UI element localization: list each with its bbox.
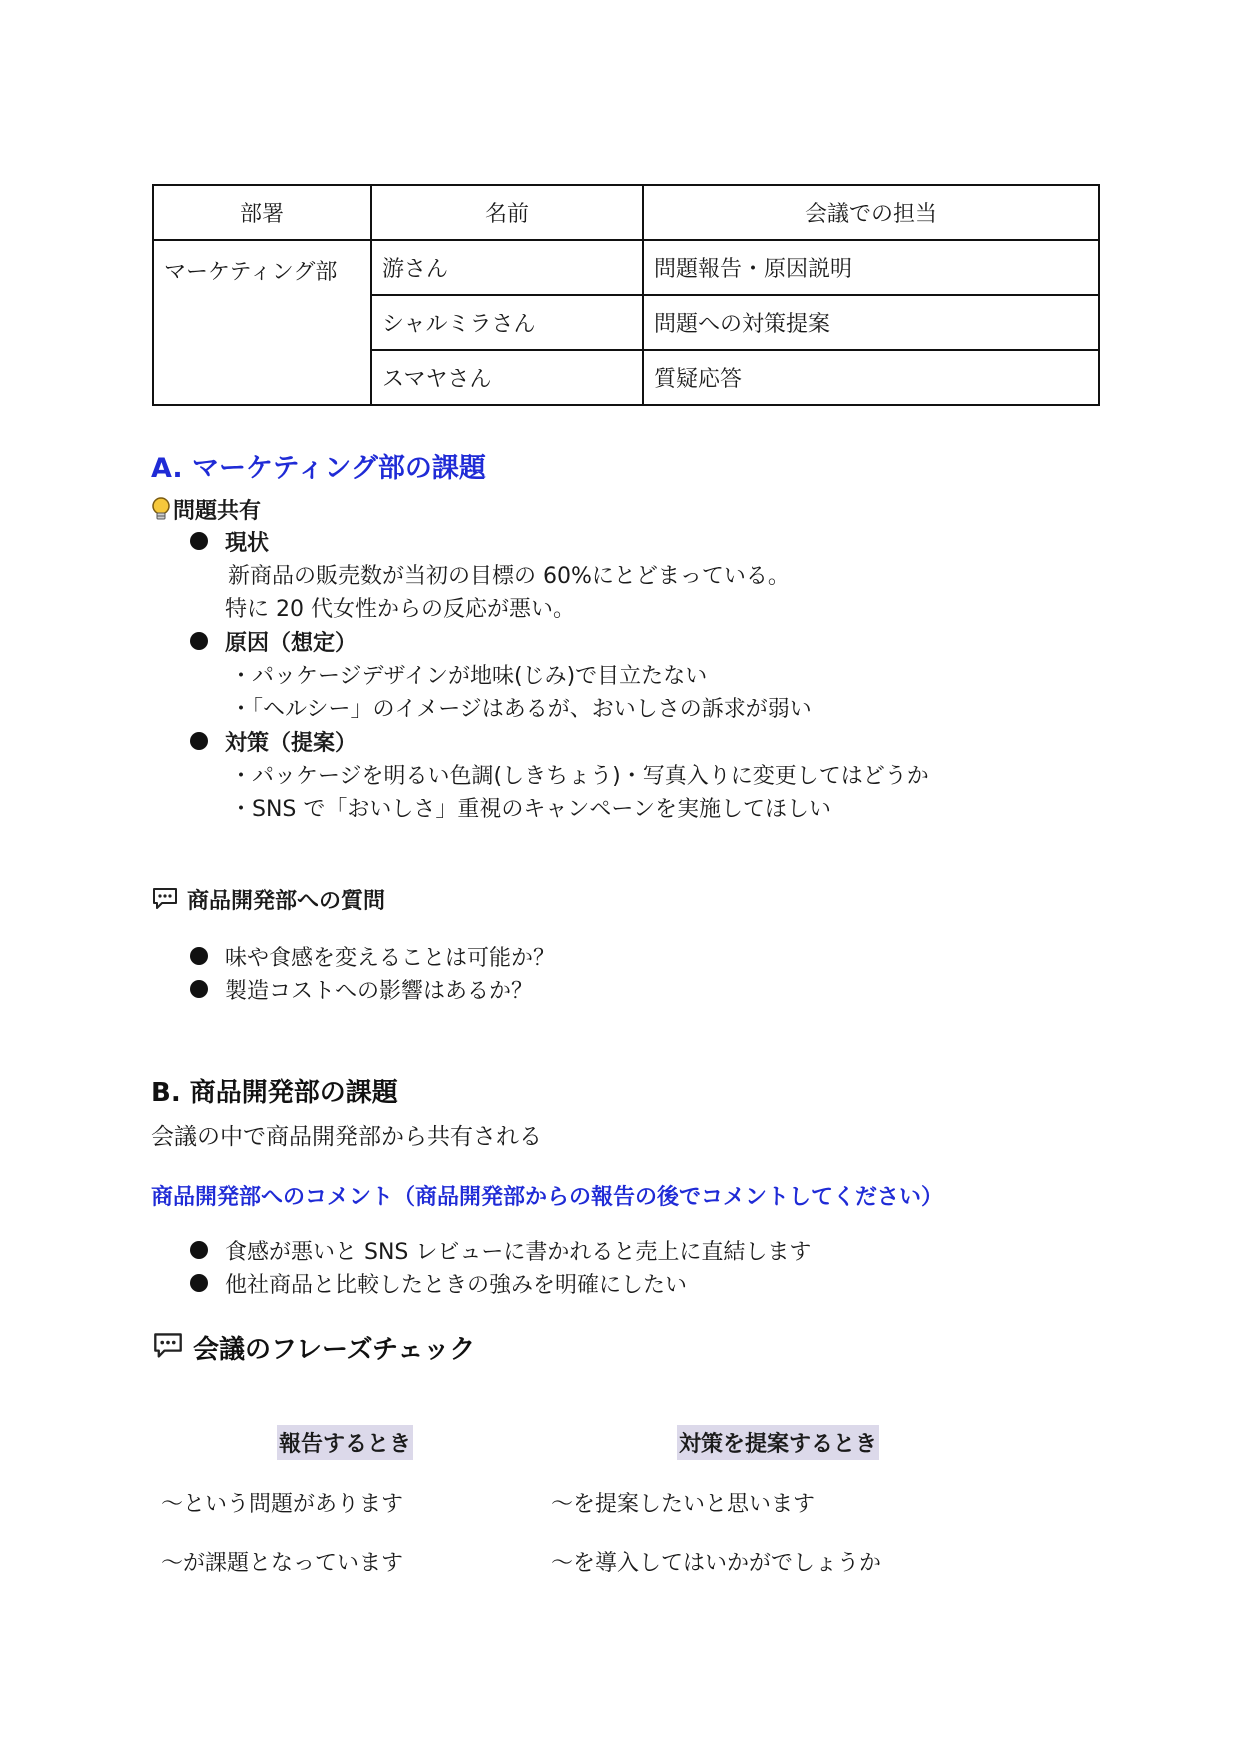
name-cell: スマヤさん (371, 350, 643, 405)
speech-bubble-icon (151, 886, 179, 912)
bullet-dot (190, 532, 208, 550)
current-line-1: 新商品の販売数が当初の目標の 60%にとどまっている。 (228, 564, 790, 589)
role-cell: 問題報告・原因説明 (643, 240, 1099, 295)
role-cell: 質疑応答 (643, 350, 1099, 405)
table-header: 会議での担当 (643, 185, 1099, 240)
roles-table (152, 184, 1100, 406)
section-a-title: A. マーケティング部の課題 (151, 453, 486, 484)
bullet-dot (190, 947, 208, 965)
department-cell: マーケティング部 (153, 240, 371, 405)
current-line-2: 特に 20 代女性からの反応が悪い。 (225, 597, 575, 622)
cause-line-1: ・パッケージデザインが地味(じみ)で目立たない (230, 664, 708, 689)
section-b-desc: 会議の中で商品開発部から共有される (151, 1124, 542, 1150)
name-cell: シャルミラさん (371, 295, 643, 350)
name-cell: 游さん (371, 240, 643, 295)
questions-title: 商品開発部への質問 (187, 889, 386, 914)
comment-title: 商品開発部へのコメント（商品開発部からの報告の後でコメントしてください） (151, 1185, 944, 1210)
propose-phrase: 〜を提案したいと思います (551, 1492, 816, 1517)
table-row (153, 240, 1099, 295)
measure-line-2: ・SNS で「おいしさ」重視のキャンペーンを実施してほしい (230, 797, 831, 822)
comment-item: 食感が悪いと SNS レビューに書かれると売上に直結します (225, 1240, 812, 1265)
bullet-dot (190, 1274, 208, 1292)
phrases-title: 会議のフレーズチェック (193, 1335, 476, 1365)
propose-header: 対策を提案するとき (677, 1425, 879, 1460)
bullet-dot (190, 632, 208, 650)
cause-label: 原因（想定） (225, 631, 358, 656)
report-header: 報告するとき (277, 1425, 413, 1460)
propose-phrase: 〜を導入してはいかがでしょうか (551, 1551, 882, 1576)
table-header: 部署 (153, 185, 371, 240)
bullet-dot (190, 980, 208, 998)
lightbulb-icon (151, 497, 171, 523)
bullet-dot (190, 732, 208, 750)
cause-line-2: ・「ヘルシー」のイメージはあるが、おいしさの訴求が弱い (230, 697, 812, 722)
question-item: 味や食感を変えることは可能か？ (225, 946, 556, 971)
bullet-dot (190, 1241, 208, 1259)
comment-item: 他社商品と比較したときの強みを明確にしたい (225, 1273, 688, 1298)
current-label: 現状 (225, 531, 270, 556)
section-b-title: B. 商品開発部の課題 (151, 1078, 398, 1108)
table-header-row (153, 185, 1099, 240)
report-phrase: 〜という問題があります (161, 1492, 404, 1517)
speech-bubble-icon (151, 1331, 185, 1361)
question-item: 製造コストへの影響はあるか？ (225, 979, 534, 1004)
report-phrase: 〜が課題となっています (161, 1551, 404, 1576)
measure-label: 対策（提案） (225, 731, 358, 756)
table-header: 名前 (371, 185, 643, 240)
role-cell: 問題への対策提案 (643, 295, 1099, 350)
problem-share-subtitle: 問題共有 (173, 499, 262, 524)
measure-line-1: ・パッケージを明るい色調(しきちょう)・写真入りに変更してはどうか (230, 764, 929, 789)
